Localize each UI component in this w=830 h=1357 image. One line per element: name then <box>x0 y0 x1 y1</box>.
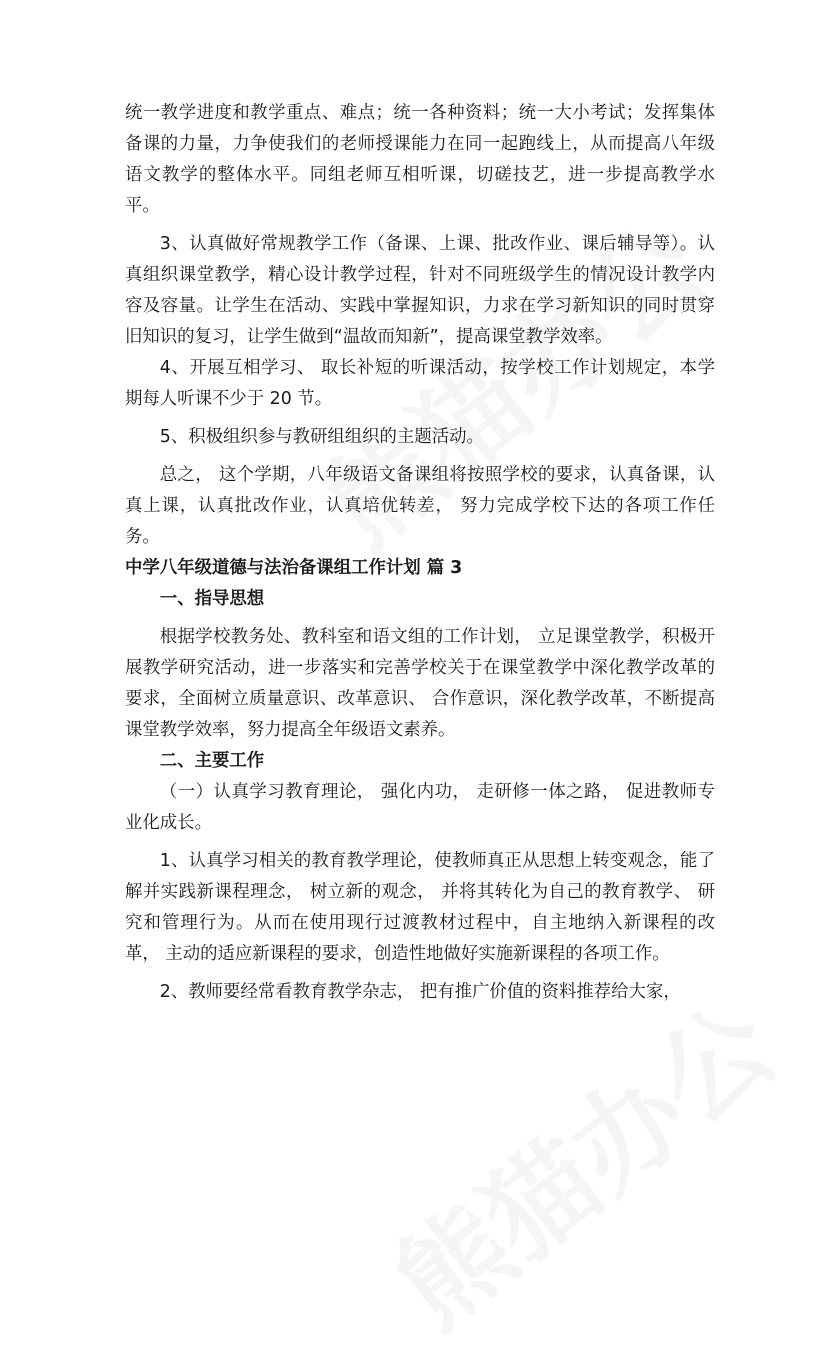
paragraph-work-1-2: 2、教师要经常看教育教学杂志， 把有推广价值的资料推荐给大家， <box>159 982 681 1002</box>
paragraph-work-1: （一）认真学习教育理论， 强化内功， 走研修一体之路， 促进教师专业化成长。 <box>125 782 715 833</box>
subheading-main-work: 二、主要工作 <box>159 751 265 771</box>
watermark-lower <box>358 961 802 1356</box>
paragraph-item-4: 4、开展互相学习、 取长补短的听课活动，按学校工作计划规定，本学期每人听课不少于 20 节。 <box>125 358 715 409</box>
document-body <box>125 98 715 1008</box>
paragraph-continuation: 统一教学进度和教学重点、难点；统一各种资料；统一大小考试；发挥集体备课的力量，力争使我们的老师授课能力在同一起跑线上，从而提高八年级语文教学的整体水平。同组老师互相听课，切磋技艺，进一步提高教学水平。 <box>125 103 715 216</box>
paragraph-guiding-ideology: 根据学校教务处、教科室和语文组的工作计划， 立足课堂教学，积极开展教学研究活动，进一步落实和完善学校关于在课堂教学中深化教学改革的要求，全面树立质量意识、改革意识、 合作意识，深化教学改革，不断提高课堂教学效率，努力提高全年级语文素养。 <box>125 627 715 740</box>
paragraph-summary: 总之， 这个学期，八年级语文备课组将按照学校的要求，认真备课，认真上课，认真批改作业，认真培优转差， 努力完成学校下达的各项工作任务。 <box>125 465 715 547</box>
section-title: 中学八年级道德与法治备课组工作计划 篇 3 <box>125 558 463 578</box>
paragraph-item-3: 3、认真做好常规教学工作（备课、上课、批改作业、课后辅导等）。认真组织课堂教学，精心设计教学过程，针对不同班级学生的情况设计教学内容及容量。让学生在活动、实践中掌握知识，力求在学习新知识的同时贯穿旧知识的复习，让学生做到“温故而知新”，提高课堂教学效率。 <box>125 234 715 347</box>
subheading-guiding-ideology: 一、指导思想 <box>159 589 265 609</box>
paragraph-work-1-1: 1、认真学习相关的教育教学理论，使教师真正从思想上转变观念，能了解并实践新课程理念， 树立新的观念， 并将其转化为自己的教育教学、 研究和管理行为。从而在使用现行过渡教材过程中，自主地纳入新课程的改革， 主动的适应新课程的要求，创造性地做好实施新课程的各项工作。 <box>125 851 715 964</box>
paragraph-item-5: 5、积极组织参与教研组组织的主题活动。 <box>159 427 484 447</box>
